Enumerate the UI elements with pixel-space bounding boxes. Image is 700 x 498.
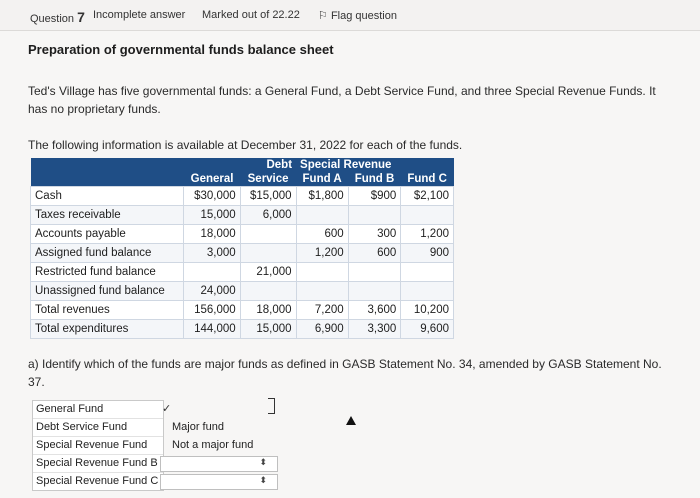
table-cell: 3,300: [348, 320, 401, 339]
table-cell: [401, 263, 454, 282]
col-fund-b: Fund B: [348, 172, 401, 187]
select-arrow-icon: ⬍: [259, 457, 267, 467]
table-cell: 18,000: [184, 225, 240, 244]
table-cell: [296, 282, 348, 301]
flag-question-link[interactable]: ⚐ Flag question: [318, 10, 397, 22]
table-row: [31, 263, 454, 282]
table-cell: 15,000: [240, 320, 296, 339]
answer-labels: [32, 400, 164, 491]
table-cell: [240, 244, 296, 263]
marks-text: Marked out of 22.22: [202, 9, 300, 21]
table-cell: 21,000: [240, 263, 296, 282]
table-group-header: [31, 158, 454, 172]
group-debt: Debt: [240, 158, 296, 172]
table-cell: 10,200: [401, 301, 454, 320]
answer-row-special: Special Revenue Fund: [33, 437, 163, 455]
status-text: Incomplete answer: [93, 9, 186, 21]
table-cell: 6,900: [296, 320, 348, 339]
table-row: [31, 282, 454, 301]
row-label: Cash: [31, 187, 184, 206]
table-cell: 1,200: [401, 225, 454, 244]
question-info-bar: [0, 0, 700, 31]
intro-paragraph: Ted's Village has five governmental funds: a General Fund, a Debt Service Fund, and three Special Revenue Funds. It has no proprietary funds.: [28, 84, 656, 116]
table-cell: 24,000: [184, 282, 240, 301]
row-label: Taxes receivable: [31, 206, 184, 225]
table-row: [31, 244, 454, 263]
row-label: Unassigned fund balance: [31, 282, 184, 301]
mouse-cursor-icon: [346, 416, 356, 425]
table-cell: [401, 282, 454, 301]
col-general: General: [184, 172, 240, 187]
group-special: Special Revenue: [296, 158, 453, 172]
table-row: [31, 320, 454, 339]
table-cell: 3,600: [348, 301, 401, 320]
table-cell: 600: [348, 244, 401, 263]
answer-row-special-c: Special Revenue Fund C: [36, 475, 159, 487]
answer-row-special-b: Special Revenue Fund B: [33, 455, 163, 473]
table-cell: $30,000: [184, 187, 240, 206]
table-cell: 7,200: [296, 301, 348, 320]
col-service: Service: [240, 172, 296, 187]
check-icon: ✓: [162, 403, 172, 415]
row-label: Total revenues: [31, 301, 184, 320]
col-label: [31, 172, 184, 187]
table-cell: $2,100: [401, 187, 454, 206]
table-cell: [348, 282, 401, 301]
funds-table: [30, 158, 454, 339]
row-label: Total expenditures: [31, 320, 184, 339]
table-cell: 9,600: [401, 320, 454, 339]
select-arrow-icon: ⬍: [259, 475, 267, 485]
table-cell: $900: [348, 187, 401, 206]
table-cell: 18,000: [240, 301, 296, 320]
table-cell: 144,000: [184, 320, 240, 339]
row-label: Accounts payable: [31, 225, 184, 244]
info-line: The following information is available at December 31, 2022 for each of the funds.: [28, 138, 463, 152]
table-cell: 15,000: [184, 206, 240, 225]
table-cell: 6,000: [240, 206, 296, 225]
table-cell: $1,800: [296, 187, 348, 206]
dropdown-bracket: [268, 398, 275, 414]
col-fund-c: Fund C: [401, 172, 454, 187]
option-major-fund[interactable]: Major fund: [172, 421, 224, 433]
table-cell: 156,000: [184, 301, 240, 320]
table-row: [31, 206, 454, 225]
question-label: Question 7: [30, 9, 85, 25]
table-row: [31, 301, 454, 320]
table-cell: $15,000: [240, 187, 296, 206]
table-cell: 600: [296, 225, 348, 244]
select-special-b[interactable]: [160, 456, 278, 472]
table-cell: 1,200: [296, 244, 348, 263]
row-label: Restricted fund balance: [31, 263, 184, 282]
table-cell: [296, 206, 348, 225]
table-row: [31, 225, 454, 244]
table-cell: [240, 225, 296, 244]
table-column-header: [31, 172, 454, 187]
flag-icon: ⚐: [318, 10, 328, 22]
table-cell: [401, 206, 454, 225]
answer-row-debt: Debt Service Fund: [33, 419, 163, 437]
table-cell: 3,000: [184, 244, 240, 263]
table-cell: 900: [401, 244, 454, 263]
table-row: [31, 187, 454, 206]
page-title: Preparation of governmental funds balance sheet: [28, 42, 334, 57]
question-a: a) Identify which of the funds are major funds as defined in GASB Statement No. 34, amended by GASB Statement No. 37.: [28, 357, 662, 389]
option-not-major-fund[interactable]: Not a major fund: [172, 439, 254, 451]
table-cell: [240, 282, 296, 301]
table-cell: [184, 263, 240, 282]
table-cell: [296, 263, 348, 282]
table-cell: 300: [348, 225, 401, 244]
col-fund-a: Fund A: [296, 172, 348, 187]
select-special-c[interactable]: [160, 474, 278, 490]
table-cell: [348, 263, 401, 282]
row-label: Assigned fund balance: [31, 244, 184, 263]
answer-row-general: General Fund: [33, 401, 163, 419]
dropdown-option-list[interactable]: [172, 418, 253, 454]
table-cell: [348, 206, 401, 225]
